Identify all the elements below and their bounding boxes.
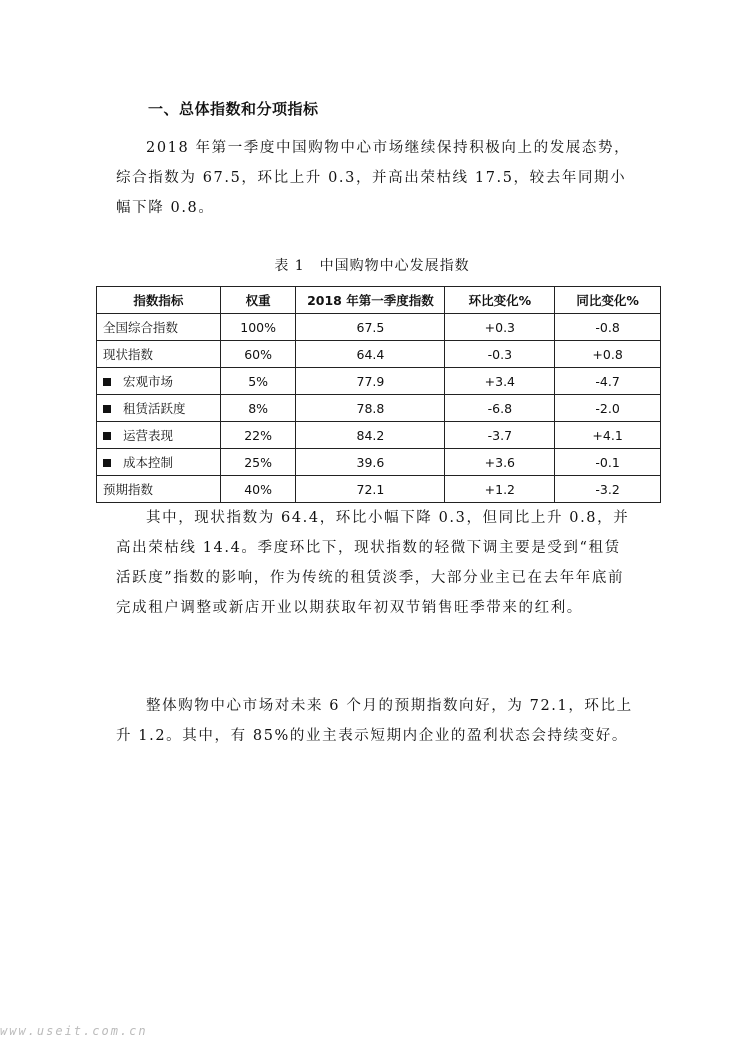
- row-label: 宏观市场: [123, 374, 174, 389]
- row-weight: 25%: [220, 449, 296, 476]
- square-bullet-icon: [103, 378, 111, 386]
- table-row: [97, 422, 661, 449]
- paragraph-expectation-index: [116, 691, 636, 751]
- column-header: 权重: [220, 287, 296, 314]
- row-yoy: +0.8: [555, 341, 661, 368]
- row-qoq: +3.6: [445, 449, 555, 476]
- row-label: 成本控制: [123, 455, 174, 470]
- row-index: 77.9: [296, 368, 445, 395]
- row-weight: 40%: [220, 476, 296, 503]
- paragraph-text: 2018 年第一季度中国购物中心市场继续保持积极向上的发展态势，综合指数为 67.5，环比上升 0.3，并高出荣枯线 17.5，较去年同期小幅下降 0.8。: [116, 140, 631, 216]
- row-qoq: +1.2: [445, 476, 555, 503]
- row-yoy: -2.0: [555, 395, 661, 422]
- row-label-cell: [97, 395, 221, 422]
- row-index: 64.4: [296, 341, 445, 368]
- table-row: [97, 314, 661, 341]
- paragraph-intro: [116, 133, 636, 223]
- row-qoq: +0.3: [445, 314, 555, 341]
- table-header-row: [97, 287, 661, 314]
- row-qoq: -6.8: [445, 395, 555, 422]
- row-yoy: -3.2: [555, 476, 661, 503]
- table-row: [97, 449, 661, 476]
- row-index: 72.1: [296, 476, 445, 503]
- watermark: www.useit.com.cn: [0, 1024, 148, 1038]
- column-header: 2018 年第一季度指数: [296, 287, 445, 314]
- square-bullet-icon: [103, 459, 111, 467]
- table-row: [97, 368, 661, 395]
- row-index: 39.6: [296, 449, 445, 476]
- row-weight: 8%: [220, 395, 296, 422]
- square-bullet-icon: [103, 405, 111, 413]
- column-header: 同比变化%: [555, 287, 661, 314]
- paragraph-text: 其中，现状指数为 64.4，环比小幅下降 0.3，但同比上升 0.8，并高出荣枯线 14.4。季度环比下，现状指数的轻微下调主要是受到“租赁活跃度”指数的影响，作为传统的租赁淡季，大部分业主已在去年年底前完成租户调整或新店开业以期获取年初双节销售旺季带来的红利。: [116, 510, 630, 616]
- table-caption: 表 1 中国购物中心发展指数: [274, 258, 470, 274]
- row-label-cell: [97, 449, 221, 476]
- paragraph-current-index: [116, 503, 636, 623]
- row-qoq: -3.7: [445, 422, 555, 449]
- row-label: 现状指数: [97, 341, 221, 368]
- row-label-cell: [97, 368, 221, 395]
- row-weight: 60%: [220, 341, 296, 368]
- row-yoy: +4.1: [555, 422, 661, 449]
- row-yoy: -0.8: [555, 314, 661, 341]
- column-header: 指数指标: [97, 287, 221, 314]
- table-row: [97, 395, 661, 422]
- square-bullet-icon: [103, 432, 111, 440]
- row-qoq: +3.4: [445, 368, 555, 395]
- row-qoq: -0.3: [445, 341, 555, 368]
- row-weight: 5%: [220, 368, 296, 395]
- column-header: 环比变化%: [445, 287, 555, 314]
- row-yoy: -4.7: [555, 368, 661, 395]
- row-index: 84.2: [296, 422, 445, 449]
- paragraph-text: 整体购物中心市场对未来 6 个月的预期指数向好，为 72.1，环比上升 1.2。其中，有 85%的业主表示短期内企业的盈利状态会持续变好。: [116, 698, 633, 744]
- row-label: 全国综合指数: [97, 314, 221, 341]
- row-label-cell: [97, 422, 221, 449]
- row-index: 67.5: [296, 314, 445, 341]
- row-label: 预期指数: [97, 476, 221, 503]
- row-weight: 100%: [220, 314, 296, 341]
- table-row: [97, 341, 661, 368]
- row-label: 运营表现: [123, 428, 174, 443]
- row-weight: 22%: [220, 422, 296, 449]
- table-row: [97, 476, 661, 503]
- section-heading: 一、总体指数和分项指标: [148, 100, 319, 118]
- index-table: [96, 286, 661, 503]
- row-index: 78.8: [296, 395, 445, 422]
- row-label: 租赁活跃度: [123, 401, 186, 416]
- row-yoy: -0.1: [555, 449, 661, 476]
